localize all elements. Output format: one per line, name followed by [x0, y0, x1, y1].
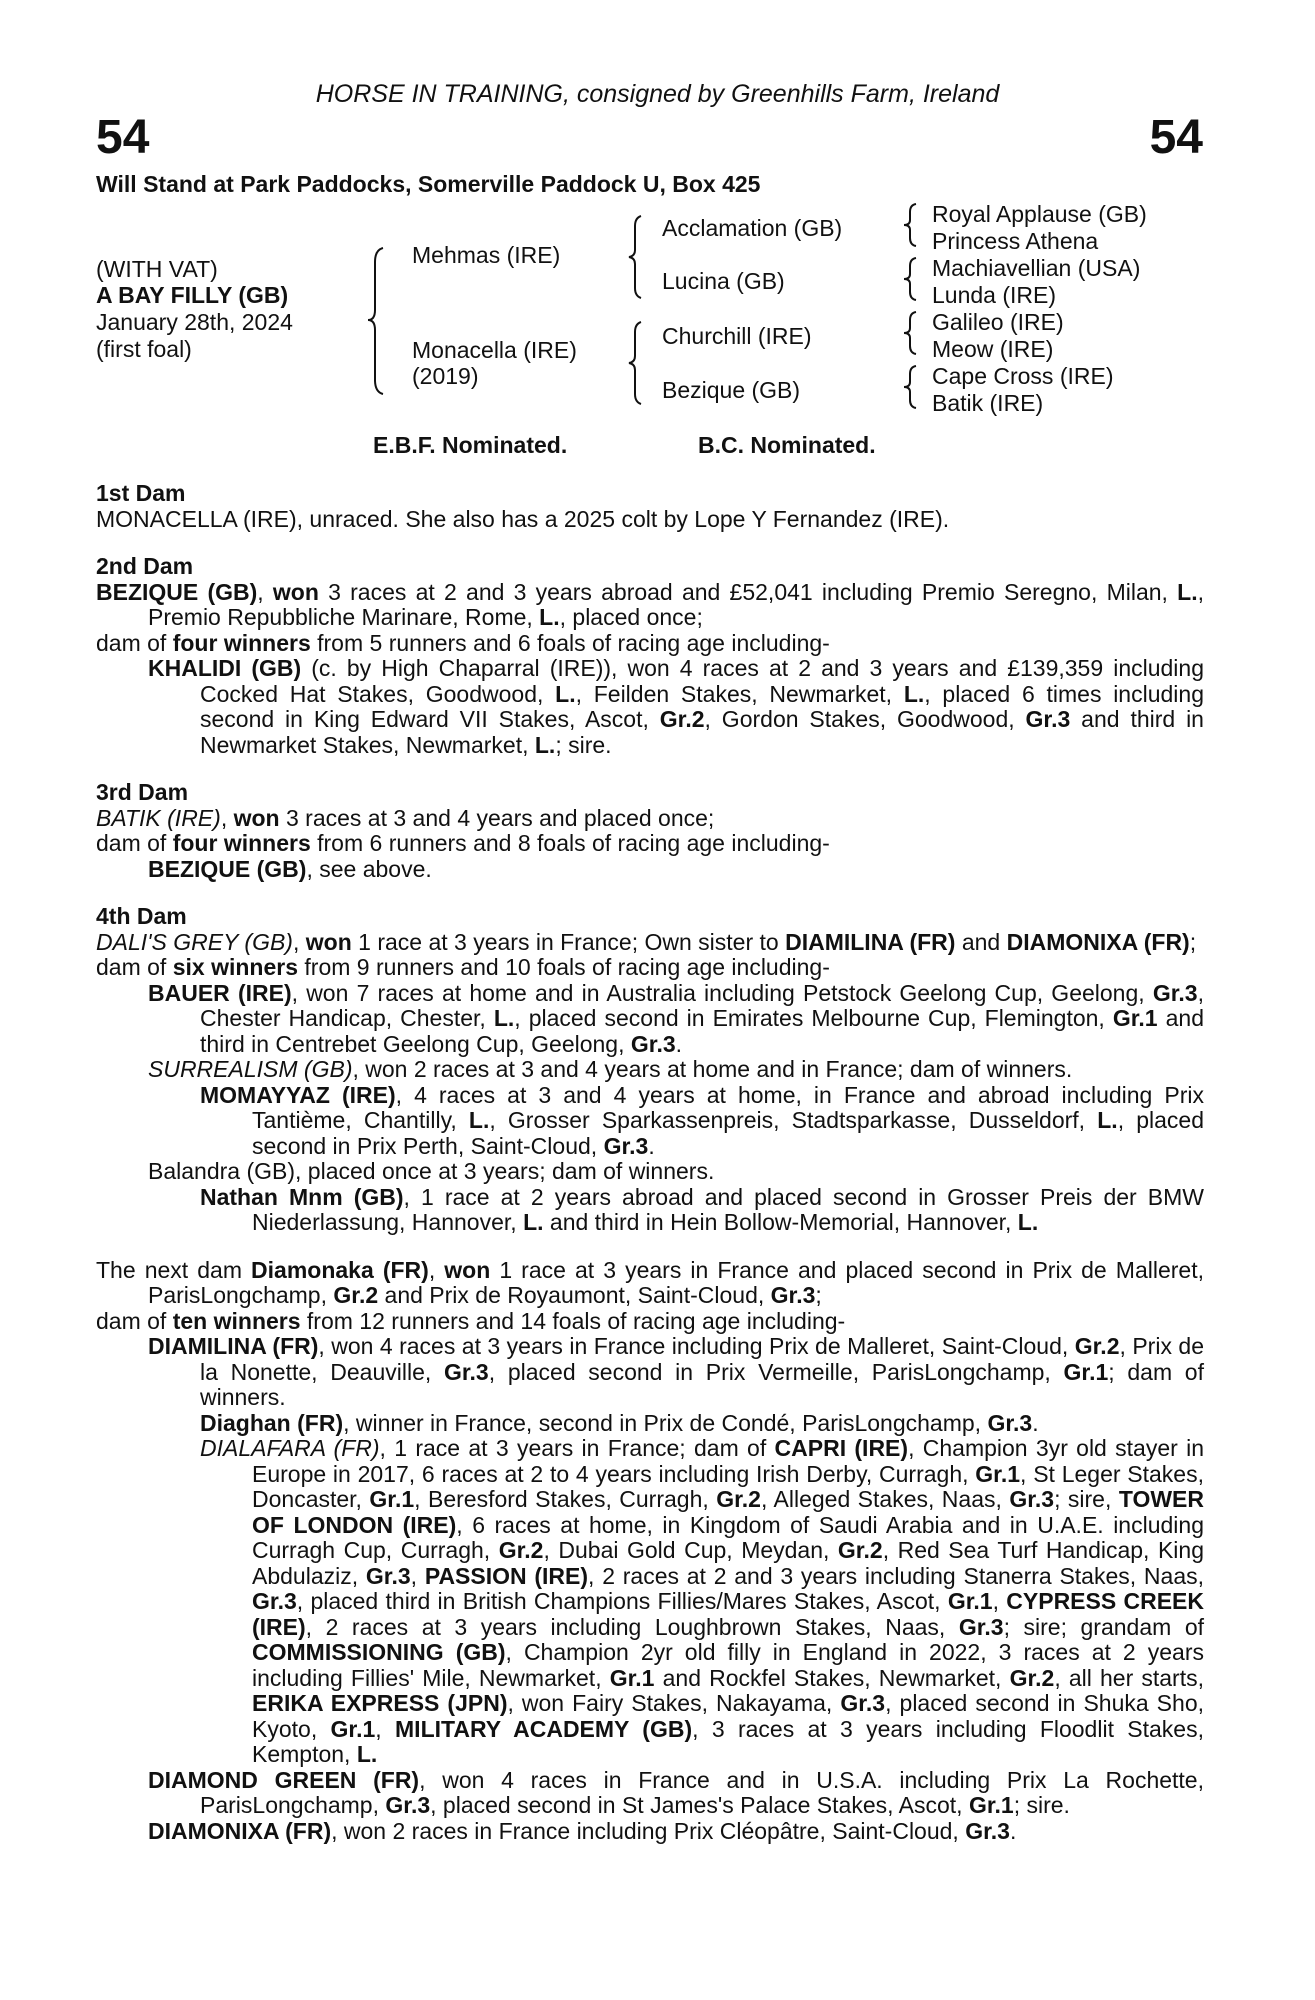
section-heading: 3rd Dam [96, 779, 189, 805]
section-heading: 4th Dam [96, 903, 187, 929]
pedigree-brace-1 [365, 240, 395, 400]
grandparent-5: Galileo (IRE) [932, 309, 1064, 335]
produce-entry: Nathan Mnm (GB), 1 race at 2 years abroad and placed second in Grosser Preis der BMW Niederlassung, Hannover, L. and third in Hein Bollow-Memorial, Hannover, L. [200, 1183, 1204, 1235]
first-foal-note: (first foal) [96, 336, 192, 362]
section-heading: 2nd Dam [96, 553, 194, 579]
lot-number-right: 54 [1149, 111, 1203, 164]
grandparent-8: Batik (IRE) [932, 390, 1044, 416]
produce-entry: MOMAYYAZ (IRE), 4 races at 3 and 4 years at home, in France and abroad including Prix Tantième, Chantilly, L., Grosser Sparkassenpreis, Stadtsparkasse, Dusseldorf, L., placed second in Prix Perth, Saint-Cloud, Gr.3. [200, 1081, 1205, 1159]
pedigree-brace-g3 [900, 308, 924, 358]
grandparent-6: Meow (IRE) [932, 336, 1054, 362]
lot-number-left: 54 [96, 111, 150, 164]
produce-entry: BEZIQUE (GB), see above. [148, 855, 432, 882]
dam-dam: Bezique (GB) [662, 377, 801, 403]
produce-entry: DIALAFARA (FR), 1 race at 3 years in France; dam of CAPRI (IRE), Champion 3yr old stayer in Europe in 2017, 6 races at 2 to 4 years including Irish Derby, Curragh, Gr.1, St Leger Stakes, Doncaster, Gr.1, Beresford Stakes, Curragh, Gr.2, Alleged Stakes, Naas, Gr.3; sire, TOWER OF LONDON (IRE), 6 races at home, in Kingdom of Saudi Arabia and in U.A.E. including Curragh Cup, Curragh, Gr.2, Dubai Gold Cup, Meydan, Gr.2, Red Sea Turf Handicap, King Abdulaziz, Gr.3, PASSION (IRE), 2 races at 2 and 3 years including Stanerra Stakes, Naas, Gr.3, placed third in British Champions Fillies/Mares Stakes, Ascot, Gr.1, CYPRESS CREEK (IRE), 2 races at 3 years including Loughbrown Stakes, Naas, Gr.3; sire; grandam of COMMISSIONING (GB), Champion 2yr old filly in England in 2022, 3 races at 2 years including Fillies' Mile, Newmarket, Gr.1 and Rockfel Stakes, Newmarket, Gr.2, all her starts, ERIKA EXPRESS (JPN), won Fairy Stakes, Nakayama, Gr.3, placed second in Shuka Sho, Kyoto, Gr.1, MILITARY ACADEMY (GB), 3 races at 3 years including Floodlit Stakes, Kempton, L. [200, 1435, 1205, 1767]
grandparent-3: Machiavellian (USA) [932, 255, 1141, 281]
produce-entry: Balandra (GB), placed once at 3 years; dam of winners. [148, 1158, 715, 1184]
dam-year: (2019) [412, 363, 479, 389]
sire: Mehmas (IRE) [412, 242, 561, 268]
pedigree-brace-g4 [900, 362, 924, 412]
produce-entry: BAUER (IRE), won 7 races at home and in Australia including Petstock Geelong Cup, Geelong, Gr.3, Chester Handicap, Chester, L., placed second in Emirates Melbourne Cup, Flemington, Gr.1 and third in Centrebet Geelong Cup, Geelong, Gr.3. [148, 979, 1205, 1057]
horse-name: A BAY FILLY (GB) [96, 282, 289, 308]
dam-history [96, 481, 1204, 1866]
next-dam-section [96, 1258, 1204, 1845]
first-dam-section [96, 481, 1204, 532]
grandparent-4: Lunda (IRE) [932, 282, 1057, 308]
catalogue-header: HORSE IN TRAINING, consigned by Greenhills Farm, Ireland [315, 80, 1000, 108]
pedigree-brace-g2 [900, 254, 924, 304]
stand-location: Will Stand at Park Paddocks, Somerville Paddock U, Box 425 [96, 171, 761, 197]
pedigree-brace-g1 [900, 200, 924, 250]
second-dam-record: BEZIQUE (GB), won 3 races at 2 and 3 years abroad and £52,041 including Premio Seregno, Milan, L., Premio Repubbliche Marinare, Rome, L., placed once; [96, 578, 1204, 630]
pedigree-brace-3 [625, 318, 649, 408]
grandparent-7: Cape Cross (IRE) [932, 363, 1114, 389]
produce-entry: Diaghan (FR), winner in France, second in Prix de Condé, ParisLongchamp, Gr.3. [200, 1409, 1039, 1436]
vat-note: (WITH VAT) [96, 256, 218, 282]
dam: Monacella (IRE) [412, 337, 577, 363]
ebf-nominated: E.B.F. Nominated. [373, 432, 568, 458]
second-dam-section [96, 554, 1204, 758]
grandparent-1: Royal Applause (GB) [932, 201, 1147, 227]
sire-dam: Lucina (GB) [662, 268, 785, 294]
second-dam-produce: dam of four winners from 5 runners and 6 foals of racing age including- [96, 629, 830, 656]
dam-sire: Churchill (IRE) [662, 323, 812, 349]
next-dam-record: The next dam Diamonaka (FR), won 1 race at 3 years in France and placed second in Prix de Malleret, ParisLongchamp, Gr.2 and Prix de Royaumont, Saint-Cloud, Gr.3; [96, 1256, 1204, 1308]
fourth-dam-section [96, 904, 1204, 1236]
fourth-dam-record: DALI'S GREY (GB), won 1 race at 3 years in France; Own sister to DIAMILINA (FR) and DIAMONIXA (FR); [96, 928, 1197, 955]
fourth-dam-produce: dam of six winners from 9 runners and 10 foals of racing age including- [96, 954, 830, 980]
sire-sire: Acclamation (GB) [662, 215, 843, 241]
produce-entry: DIAMONIXA (FR), won 2 races in France including Prix Cléopâtre, Saint-Cloud, Gr.3. [148, 1817, 1017, 1844]
horse-dob: January 28th, 2024 [96, 309, 293, 335]
bc-nominated: B.C. Nominated. [698, 432, 876, 458]
produce-entry: DIAMILINA (FR), won 4 races at 3 years in France including Prix de Malleret, Saint-Cloud, Gr.2, Prix de la Nonette, Deauville, Gr.3, placed second in Prix Vermeille, ParisLongchamp, Gr.1; dam of winners. [148, 1333, 1204, 1410]
produce-entry: DIAMOND GREEN (FR), won 4 races in France and in U.S.A. including Prix La Rochette, ParisLongchamp, Gr.3, placed second in St James's Palace Stakes, Ascot, Gr.1; sire. [148, 1766, 1204, 1818]
grandparent-2: Princess Athena [932, 228, 1099, 254]
section-heading: 1st Dam [96, 480, 186, 506]
first-dam-text: MONACELLA (IRE), unraced. She also has a 2025 colt by Lope Y Fernandez (IRE). [96, 505, 950, 532]
third-dam-section [96, 780, 1204, 882]
third-dam-record: BATIK (IRE), won 3 races at 3 and 4 years and placed once; [96, 804, 715, 831]
pedigree-brace-2 [625, 212, 649, 302]
produce-entry: SURREALISM (GB), won 2 races at 3 and 4 years at home and in France; dam of winners. [148, 1056, 1073, 1082]
third-dam-produce: dam of four winners from 6 runners and 8 foals of racing age including- [96, 830, 830, 856]
produce-entry: KHALIDI (GB) (c. by High Chaparral (IRE)), won 4 races at 2 and 3 years and £139,359 including Cocked Hat Stakes, Goodwood, L., Feilden Stakes, Newmarket, L., placed 6 times including second in King Edward VII Stakes, Ascot, Gr.2, Gordon Stakes, Goodwood, Gr.3 and third in Newmarket Stakes, Newmarket, L.; sire. [148, 655, 1204, 758]
next-dam-produce: dam of ten winners from 12 runners and 14 foals of racing age including- [96, 1307, 846, 1334]
